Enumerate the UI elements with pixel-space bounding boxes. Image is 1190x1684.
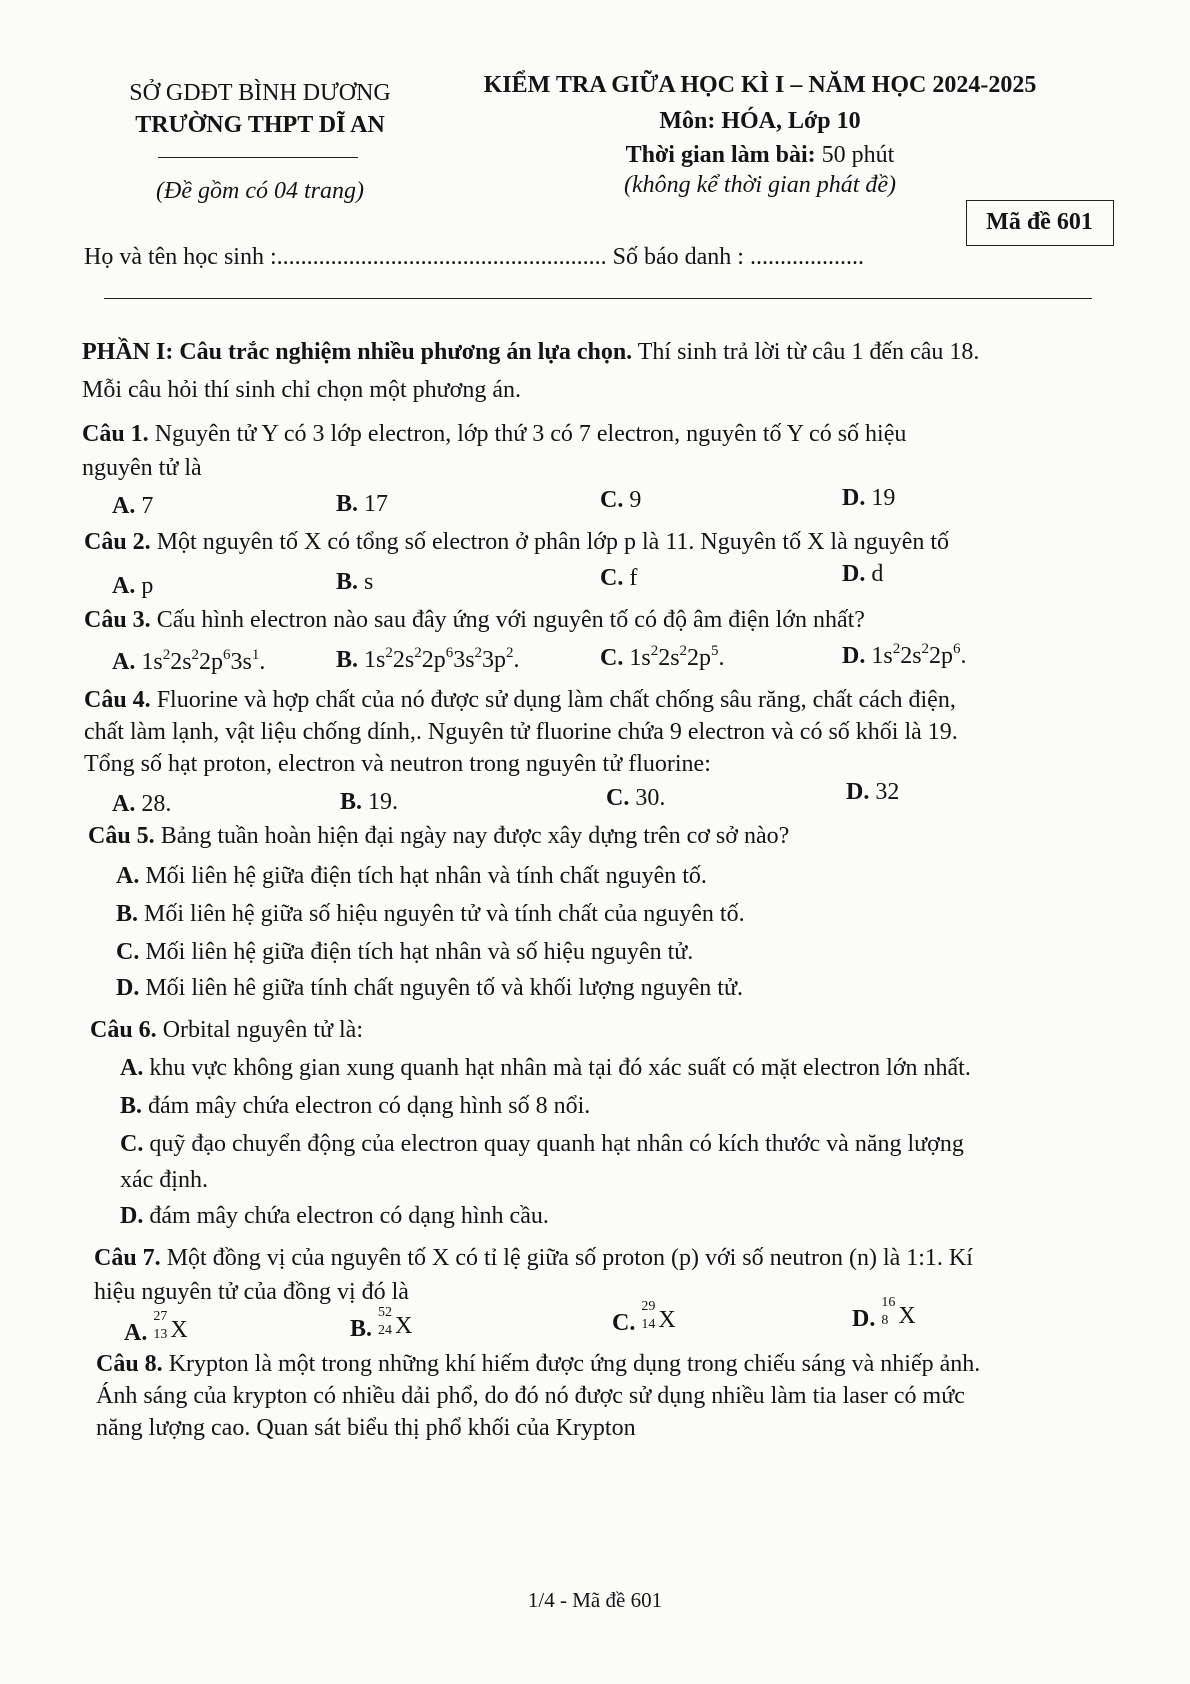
option-text: 32: [875, 779, 900, 805]
question-3: [84, 604, 865, 636]
option-letter: A.: [112, 649, 136, 675]
question-label: Câu 8.: [96, 1351, 163, 1377]
question-text: Bảng tuần hoàn hiện đại ngày nay được xây dựng trên cơ sở nào?: [160, 823, 790, 849]
question-7: [94, 1242, 973, 1274]
option-letter: B.: [120, 1093, 143, 1119]
q5-option-c[interactable]: [116, 936, 693, 968]
option-letter: A.: [112, 791, 136, 817]
part1-instruction-2: Mỗi câu hỏi thí sinh chỉ chọn một phương án.: [82, 377, 521, 403]
q2-option-c[interactable]: [600, 562, 637, 594]
option-text: p: [141, 573, 154, 599]
option-letter: A.: [112, 573, 136, 599]
q6-option-c[interactable]: [120, 1128, 964, 1160]
question-label: Câu 1.: [82, 421, 149, 447]
q7-option-c[interactable]: [612, 1299, 676, 1339]
q1-option-a[interactable]: [112, 490, 153, 522]
school-name: TRƯỜNG THPT DĨ AN: [135, 112, 385, 138]
question-text: Krypton là một trong những khí hiếm được ứng dụng trong chiếu sáng và nhiếp ảnh.: [168, 1351, 981, 1377]
option-text: đám mây chứa electron có dạng hình số 8 nổi.: [148, 1093, 591, 1119]
isotope-symbol: 29 14 X: [641, 1299, 676, 1333]
option-text: Mối liên hê giữa tính chất nguyên tố và khối lượng nguyên tử.: [145, 975, 743, 1001]
question-text: Một nguyên tố X có tổng số electron ở phân lớp p là 11. Nguyên tố X là nguyên tố: [156, 529, 950, 555]
question-text: Cấu hình electron nào sau đây ứng với nguyên tố có độ âm điện lớn nhất?: [156, 607, 865, 633]
time-label: Thời gian làm bài:: [625, 142, 816, 168]
option-letter: C.: [116, 939, 140, 965]
question-7-text-cont: hiệu nguyên tử của đồng vị đó là: [94, 1279, 409, 1305]
question-8: [96, 1348, 980, 1380]
q4-option-b[interactable]: [340, 786, 398, 818]
q7-option-d[interactable]: [852, 1295, 916, 1335]
option-text: 7: [141, 493, 154, 519]
option-letter: D.: [116, 975, 140, 1001]
option-text: d: [871, 561, 884, 587]
student-info-line: Họ và tên học sinh :....................................................... Số báo danh : ...................: [84, 244, 864, 270]
isotope-symbol: 27 13 X: [153, 1309, 188, 1343]
q1-option-c[interactable]: [600, 484, 641, 516]
q7-option-b[interactable]: [350, 1305, 413, 1345]
option-letter: B.: [336, 569, 359, 595]
option-letter: D.: [120, 1203, 144, 1229]
option-text: f: [629, 565, 638, 591]
q3-option-b[interactable]: B. $1s^22s^22p^63s^23p^2$.: [336, 645, 520, 673]
option-text: Mối liên hệ giữa điện tích hạt nhân và tính chất nguyên tố.: [145, 863, 707, 889]
question-1-text-cont: nguyên tử là: [82, 455, 202, 481]
isotope-symbol: 52 24 X: [378, 1305, 413, 1339]
option-text: Mối liên hệ giữa số hiệu nguyên tử và tính chất của nguyên tố.: [144, 901, 745, 927]
question-1: [82, 418, 906, 450]
question-text: Một đồng vị của nguyên tố X có tỉ lệ giữa số proton (p) với số neutron (n) là 1:1. Kí: [166, 1245, 973, 1271]
option-letter: C.: [612, 1310, 636, 1336]
option-text: khu vực không gian xung quanh hạt nhân mà tại đó xác suất có mặt electron lớn nhất.: [149, 1055, 971, 1081]
pages-note: (Đề gồm có 04 trang): [156, 178, 364, 204]
option-letter: A.: [124, 1320, 148, 1346]
part1-instruction: Thí sinh trả lời từ câu 1 đến câu 18.: [637, 339, 980, 365]
question-8-text-cont-1: Ánh sáng của krypton có nhiều dải phổ, do đó nó được sử dụng nhiều làm tia laser có mức: [96, 1383, 965, 1409]
q4-option-a[interactable]: [112, 788, 171, 820]
q3-option-d[interactable]: D. $1s^22s^22p^6$.: [842, 641, 967, 669]
q5-option-b[interactable]: [116, 898, 745, 930]
exam-time: [430, 142, 1090, 169]
question-8-text-cont-2: năng lượng cao. Quan sát biểu thị phổ khối của Krypton: [96, 1415, 636, 1441]
option-letter: A.: [116, 863, 140, 889]
q3-option-c[interactable]: C. $1s^22s^22p^5$.: [600, 643, 725, 671]
q6-option-a[interactable]: [120, 1052, 971, 1084]
option-letter: B.: [116, 901, 139, 927]
option-letter: B.: [336, 647, 359, 673]
q1-option-d[interactable]: [842, 482, 895, 514]
option-letter: C.: [600, 487, 624, 513]
option-text: quỹ đạo chuyển động của electron quay quanh hạt nhân có kích thước và năng lượng: [149, 1131, 964, 1157]
question-label: Câu 2.: [84, 529, 151, 555]
option-letter: C.: [120, 1131, 144, 1157]
q6-option-c-cont: xác định.: [120, 1167, 208, 1193]
question-text: Nguyên tử Y có 3 lớp electron, lớp thứ 3 có 7 electron, nguyên tố Y có số hiệu: [154, 421, 907, 447]
q1-option-b[interactable]: [336, 488, 388, 520]
exam-title: KIỂM TRA GIỮA HỌC KÌ I – NĂM HỌC 2024-2025: [483, 72, 1037, 98]
option-letter: D.: [842, 561, 866, 587]
option-letter: C.: [606, 785, 630, 811]
option-letter: C.: [600, 645, 624, 671]
q6-option-b[interactable]: [120, 1090, 590, 1122]
option-letter: C.: [600, 565, 624, 591]
question-label: Câu 3.: [84, 607, 151, 633]
option-letter: A.: [120, 1055, 144, 1081]
option-text: 19.: [368, 789, 399, 815]
option-letter: A.: [112, 493, 136, 519]
question-2: [84, 526, 949, 558]
header-divider: [104, 298, 1092, 299]
question-5: [88, 820, 789, 852]
page-footer: 1/4 - Mã đề 601: [527, 1588, 663, 1612]
question-4-text-cont-1: chất làm lạnh, vật liệu chống dính,. Nguyên tử fluorine chứa 9 electron và có số khối là 19.: [84, 719, 958, 745]
question-4: [84, 684, 956, 716]
isotope-symbol: 16 8 X: [881, 1295, 916, 1329]
question-text: Orbital nguyên tử là:: [162, 1017, 363, 1043]
department-name: SỞ GDĐT BÌNH DƯƠNG: [129, 80, 391, 106]
q2-option-a[interactable]: [112, 570, 153, 602]
option-letter: B.: [336, 491, 359, 517]
option-text: 17: [364, 491, 389, 517]
time-note: (không kể thời gian phát đề): [623, 172, 897, 198]
question-6: [90, 1014, 363, 1046]
school-underline: [158, 157, 358, 158]
option-text: s: [364, 569, 374, 595]
option-letter: B.: [350, 1316, 373, 1342]
question-label: Câu 7.: [94, 1245, 161, 1271]
option-letter: D.: [842, 485, 866, 511]
question-label: Câu 4.: [84, 687, 151, 713]
q2-option-b[interactable]: [336, 566, 373, 598]
option-text: đám mây chứa electron có dạng hình cầu.: [149, 1203, 549, 1229]
part1-title: PHẦN I: Câu trắc nghiệm nhiều phương án lựa chọn.: [82, 339, 633, 365]
q4-option-d[interactable]: [846, 776, 899, 808]
option-text: 9: [629, 487, 642, 513]
part1-heading: [82, 336, 979, 368]
q3-option-a[interactable]: A. $1s^22s^22p^63s^1$.: [112, 647, 266, 675]
option-text: 28.: [141, 791, 172, 817]
option-letter: D.: [846, 779, 870, 805]
time-value: 50 phút: [821, 142, 895, 168]
option-letter: D.: [852, 1306, 876, 1332]
q2-option-d[interactable]: [842, 558, 883, 590]
question-text: Fluorine và hợp chất của nó được sử dụng làm chất chống sâu răng, chất cách điện,: [156, 687, 956, 713]
option-text: 30.: [635, 785, 666, 811]
question-label: Câu 6.: [90, 1017, 157, 1043]
question-label: Câu 5.: [88, 823, 155, 849]
option-text: 19: [871, 485, 896, 511]
question-4-text-cont-2: Tổng số hạt proton, electron và neutron trong nguyên tử fluorine:: [84, 751, 711, 777]
q6-option-d[interactable]: [120, 1200, 549, 1232]
exam-subject: Môn: HÓA, Lớp 10: [659, 108, 861, 134]
q5-option-a[interactable]: [116, 860, 707, 892]
q5-option-d[interactable]: [116, 972, 743, 1004]
option-letter: B.: [340, 789, 363, 815]
exam-code: Mã đề 601: [986, 209, 1093, 235]
q7-option-a[interactable]: [124, 1309, 188, 1349]
option-letter: D.: [842, 643, 866, 669]
option-text: Mối liên hệ giữa điện tích hạt nhân và số hiệu nguyên tử.: [145, 939, 694, 965]
q4-option-c[interactable]: [606, 782, 665, 814]
exam-code-box: [966, 200, 1114, 246]
